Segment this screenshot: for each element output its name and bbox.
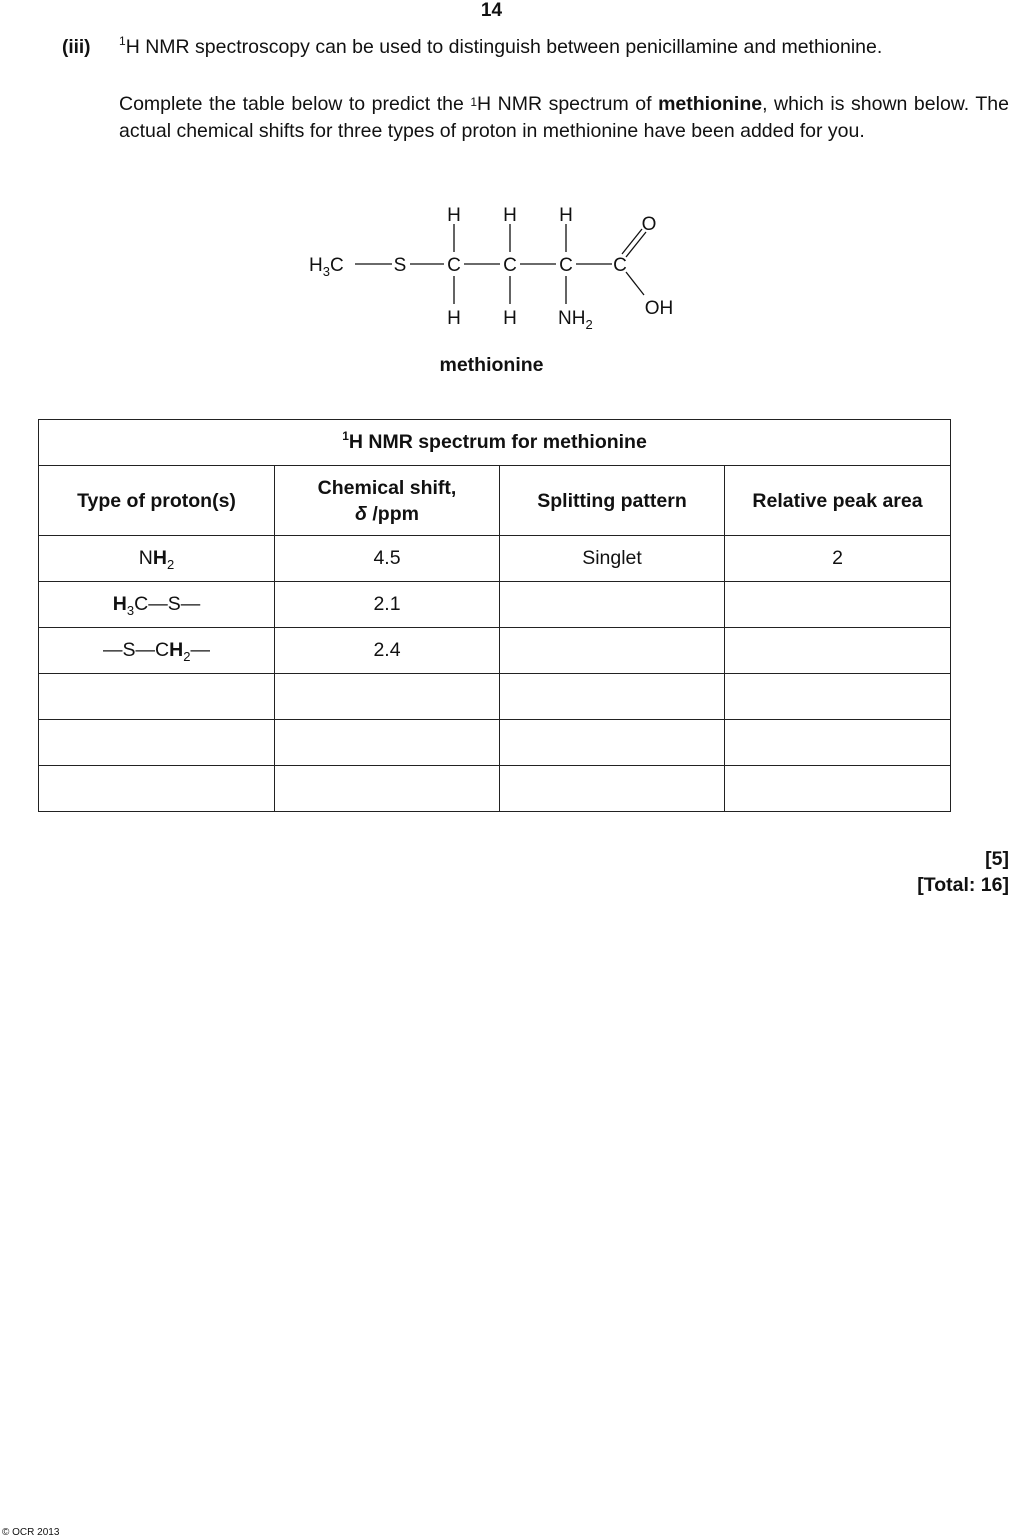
atom-h3c: $H_3C$	[309, 255, 344, 279]
intro-text: H NMR spectroscopy can be used to distinguish between penicillamine and methionine.	[125, 36, 883, 58]
table-row-blank	[39, 674, 951, 720]
header-shift-line1: Chemical shift,	[317, 476, 457, 499]
cell-type: $NH_2$	[39, 536, 275, 582]
cell-area[interactable]	[725, 766, 951, 812]
table-row-blank	[39, 766, 951, 812]
header-area: Relative peak area	[725, 466, 951, 536]
atom-c: C	[503, 255, 517, 276]
cell-splitting: Singlet	[500, 536, 725, 582]
bond	[626, 272, 644, 295]
instruction-paragraph	[119, 91, 1009, 145]
atom-o: O	[641, 214, 657, 235]
cell-type: $—S—CH_2—$	[39, 628, 275, 674]
methionine-bold: methionine	[658, 93, 763, 115]
total-marks-label: [Total: 16]	[917, 874, 1009, 896]
atom-h: H	[503, 308, 517, 329]
header-type: Type of proton(s)	[39, 466, 275, 536]
isotope-superscript: 1	[342, 429, 349, 443]
table-row	[39, 628, 951, 674]
methionine-structure	[300, 196, 700, 341]
cell-area[interactable]	[725, 720, 951, 766]
table-row	[39, 536, 951, 582]
cell-area: 2	[725, 536, 951, 582]
instruction-text-1: Complete the table below to predict the	[119, 93, 471, 115]
cell-shift: 2.1	[275, 582, 500, 628]
question-label: (iii)	[62, 37, 91, 58]
atom-h: H	[559, 205, 573, 226]
cell-splitting[interactable]	[500, 674, 725, 720]
header-shift-unit: /ppm	[366, 502, 419, 525]
table-title	[39, 420, 951, 466]
nmr-table	[38, 419, 951, 812]
cell-shift: 4.5	[275, 536, 500, 582]
cell-shift[interactable]	[275, 674, 500, 720]
atom-oh: OH	[644, 298, 674, 319]
cell-area[interactable]	[725, 628, 951, 674]
isotope-superscript: 1	[470, 95, 478, 109]
structure-caption: methionine	[439, 354, 544, 376]
atom-c: C	[613, 255, 627, 276]
header-shift	[275, 466, 500, 536]
cell-type[interactable]	[39, 674, 275, 720]
instruction-text-3: , which is shown below. The actual chemical shifts for three types of proton in methionine have been added for you.	[119, 93, 1009, 142]
table-row	[39, 582, 951, 628]
atom-c: C	[447, 255, 461, 276]
page-number: 14	[480, 0, 503, 21]
cell-splitting[interactable]	[500, 628, 725, 674]
atom-h: H	[447, 308, 461, 329]
atom-h: H	[447, 205, 461, 226]
table-header-row	[39, 466, 951, 536]
cell-type[interactable]	[39, 766, 275, 812]
atom-h: H	[503, 205, 517, 226]
copyright: © OCR 2013	[2, 1527, 60, 1538]
cell-area[interactable]	[725, 582, 951, 628]
cell-splitting[interactable]	[500, 766, 725, 812]
table-title-row	[39, 420, 951, 466]
cell-shift[interactable]	[275, 720, 500, 766]
table-title-text: H NMR spectrum for methionine	[348, 431, 647, 453]
atom-c: C	[559, 255, 573, 276]
instruction-text-2: H NMR spectrum of	[477, 93, 659, 115]
atom-nh2: $NH_2$	[558, 308, 593, 332]
header-splitting: Splitting pattern	[500, 466, 725, 536]
cell-area[interactable]	[725, 674, 951, 720]
cell-splitting[interactable]	[500, 720, 725, 766]
cell-type: $H_3C—S—$	[39, 582, 275, 628]
table-row-blank	[39, 720, 951, 766]
cell-shift: 2.4	[275, 628, 500, 674]
atom-s: S	[393, 255, 407, 276]
delta-symbol: δ	[355, 502, 367, 525]
cell-shift[interactable]	[275, 766, 500, 812]
isotope-superscript: 1	[119, 34, 126, 48]
intro-paragraph	[119, 36, 882, 59]
cell-type[interactable]	[39, 720, 275, 766]
cell-splitting[interactable]	[500, 582, 725, 628]
marks-label: [5]	[985, 848, 1009, 870]
